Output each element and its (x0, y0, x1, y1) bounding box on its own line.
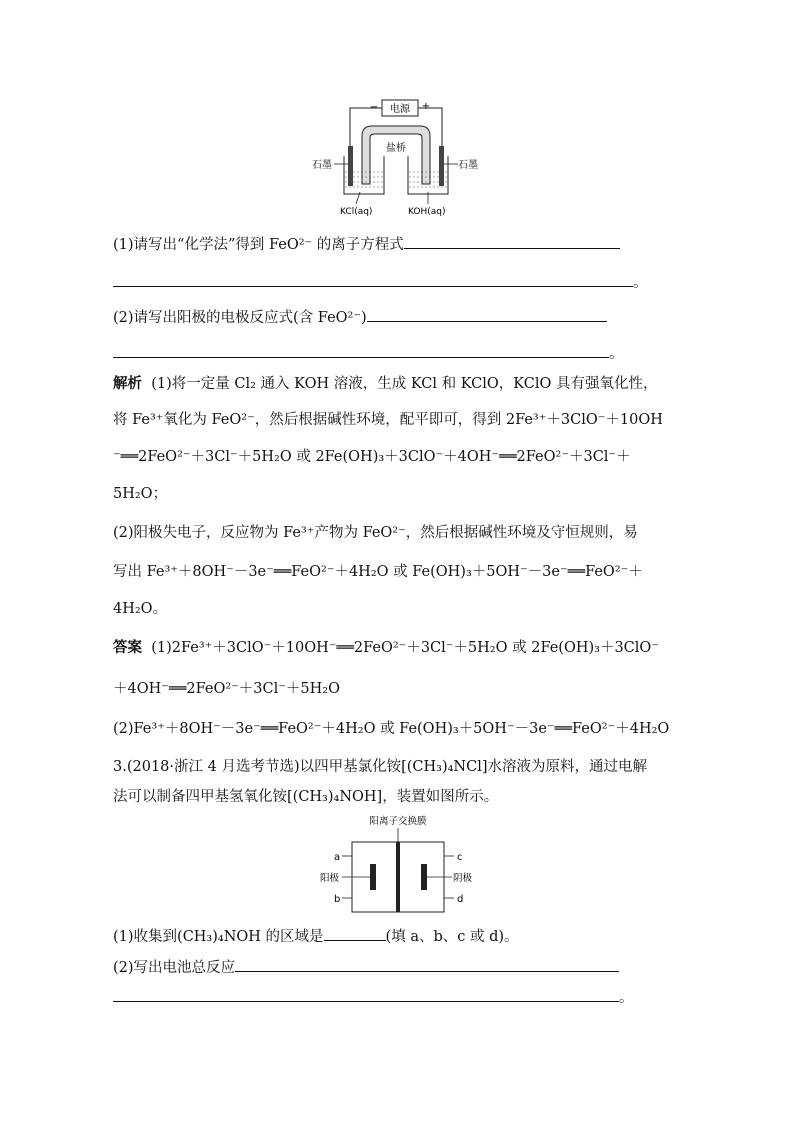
question-2 (113, 307, 607, 328)
right-solution-label: KOH(aq) (408, 207, 446, 217)
answer-blank-1b[interactable] (113, 272, 633, 287)
analysis-line-6 (113, 562, 643, 582)
question-3-1 (113, 926, 519, 947)
analysis-line-1 (113, 374, 657, 394)
electrolysis-cell-figure (310, 96, 490, 220)
answer-label: 答案 (113, 640, 142, 656)
cation-exchange-membrane (396, 842, 400, 912)
analysis-text-4: 5H₂O； (113, 486, 168, 502)
analysis-text-7: 4H₂O。 (113, 601, 168, 617)
answer-line-3 (113, 719, 669, 739)
question-3-1-prompt: (1)收集到(CH₃)₄NOH 的区域是 (113, 929, 324, 945)
salt-bridge-label: 盐桥 (386, 143, 406, 154)
cathode-label: 阴极 (453, 873, 473, 884)
analysis-text-1: (1)将一定量 Cl₂ 通入 KOH 溶液，生成 KCl 和 KClO，KClO 具有强氧化性， (151, 376, 658, 392)
salt-bridge (362, 126, 430, 184)
answer-blank-2b[interactable] (113, 343, 609, 358)
left-electrode-label: 石墨 (312, 160, 332, 171)
answer-blank-3-1[interactable] (324, 926, 386, 941)
analysis-text-5: (2)阳极失电子，反应物为 Fe³⁺产物为 FeO²⁻，然后根据碱性环境及守恒规则，易 (113, 525, 638, 541)
membrane-cell-figure (318, 812, 478, 918)
problem-3-line-2 (113, 787, 498, 807)
analysis-line-2 (113, 410, 663, 430)
answer-blank-2a[interactable] (367, 307, 607, 322)
port-d: d (457, 894, 464, 905)
question-3-2-end: 。 (619, 990, 634, 1006)
question-3-2-prompt: (2)写出电池总反应 (113, 960, 236, 976)
answer-text-2: ＋4OH⁻══2FeO²⁻＋3Cl⁻＋5H₂O (113, 681, 340, 697)
question-2-prompt: (2)请写出阳极的电极反应式(含 FeO²⁻) (113, 310, 367, 326)
problem-3-text-1: 3.(2018·浙江 4 月选考节选)以四甲基氯化铵[(CH₃)₄NCl]水溶液为原料，通过电解 (113, 759, 648, 775)
question-1 (113, 234, 620, 255)
anode-label: 阳极 (320, 873, 340, 884)
question-2-line2 (113, 343, 624, 364)
right-electrode-label: 石墨 (458, 160, 478, 171)
problem-3-line-1 (113, 757, 647, 777)
answer-blank-3-2a[interactable] (235, 957, 619, 972)
cathode-plate (421, 864, 427, 890)
answer-line-1 (113, 638, 659, 658)
problem-3-text-2: 法可以制备四甲基氢氧化铵[(CH₃)₄NOH]，装置如图所示。 (113, 789, 499, 805)
question-2-end: 。 (609, 346, 624, 362)
left-solution-label: KCl(aq) (340, 207, 373, 217)
question-1-end: 。 (633, 275, 648, 291)
answer-text-3: (2)Fe³⁺＋8OH⁻－3e⁻══FeO²⁻＋4H₂O 或 Fe(OH)₃＋5OH⁻－3e⁻══FeO²⁻＋4H₂O (113, 721, 670, 737)
membrane-label: 阳离子交换膜 (369, 816, 427, 827)
left-electrode (348, 146, 353, 186)
anode-plate (370, 864, 376, 890)
right-electrode (439, 146, 444, 186)
question-3-1-rest: (填 a、b、c 或 d)。 (385, 929, 519, 945)
analysis-line-7 (113, 599, 167, 619)
power-minus: − (369, 102, 379, 113)
answer-text-1: (1)2Fe³⁺＋3ClO⁻＋10OH⁻══2FeO²⁻＋3Cl⁻＋5H₂O 或 2Fe(OH)₃＋3ClO⁻ (151, 640, 659, 656)
answer-blank-3-2b[interactable] (113, 987, 619, 1002)
analysis-text-3: ⁻══2FeO²⁻＋3Cl⁻＋5H₂O 或 2Fe(OH)₃＋3ClO⁻＋4OH⁻══2FeO²⁻＋3Cl⁻＋ (113, 449, 631, 465)
analysis-text-6: 写出 Fe³⁺＋8OH⁻－3e⁻══FeO²⁻＋4H₂O 或 Fe(OH)₃＋5OH⁻－3e⁻══FeO²⁻＋ (113, 564, 643, 580)
port-a: a (334, 852, 341, 863)
analysis-label: 解析 (113, 376, 142, 392)
question-1-prompt: (1)请写出“化学法”得到 FeO²⁻ 的离子方程式 (113, 237, 404, 253)
question-1-line2 (113, 272, 648, 293)
power-plus: + (421, 101, 431, 112)
analysis-line-3 (113, 447, 631, 467)
analysis-line-4 (113, 484, 167, 504)
question-3-2-line2 (113, 987, 634, 1008)
power-label: 电源 (390, 104, 410, 115)
analysis-line-5 (113, 523, 638, 543)
port-b: b (334, 894, 341, 905)
answer-blank-1a[interactable] (404, 234, 620, 249)
question-3-2 (113, 957, 619, 978)
analysis-text-2: 将 Fe³⁺氧化为 FeO²⁻，然后根据碱性环境，配平即可，得到 2Fe³⁺＋3ClO⁻＋10OH (113, 412, 663, 428)
port-c: c (457, 852, 463, 863)
answer-line-2 (113, 679, 340, 699)
